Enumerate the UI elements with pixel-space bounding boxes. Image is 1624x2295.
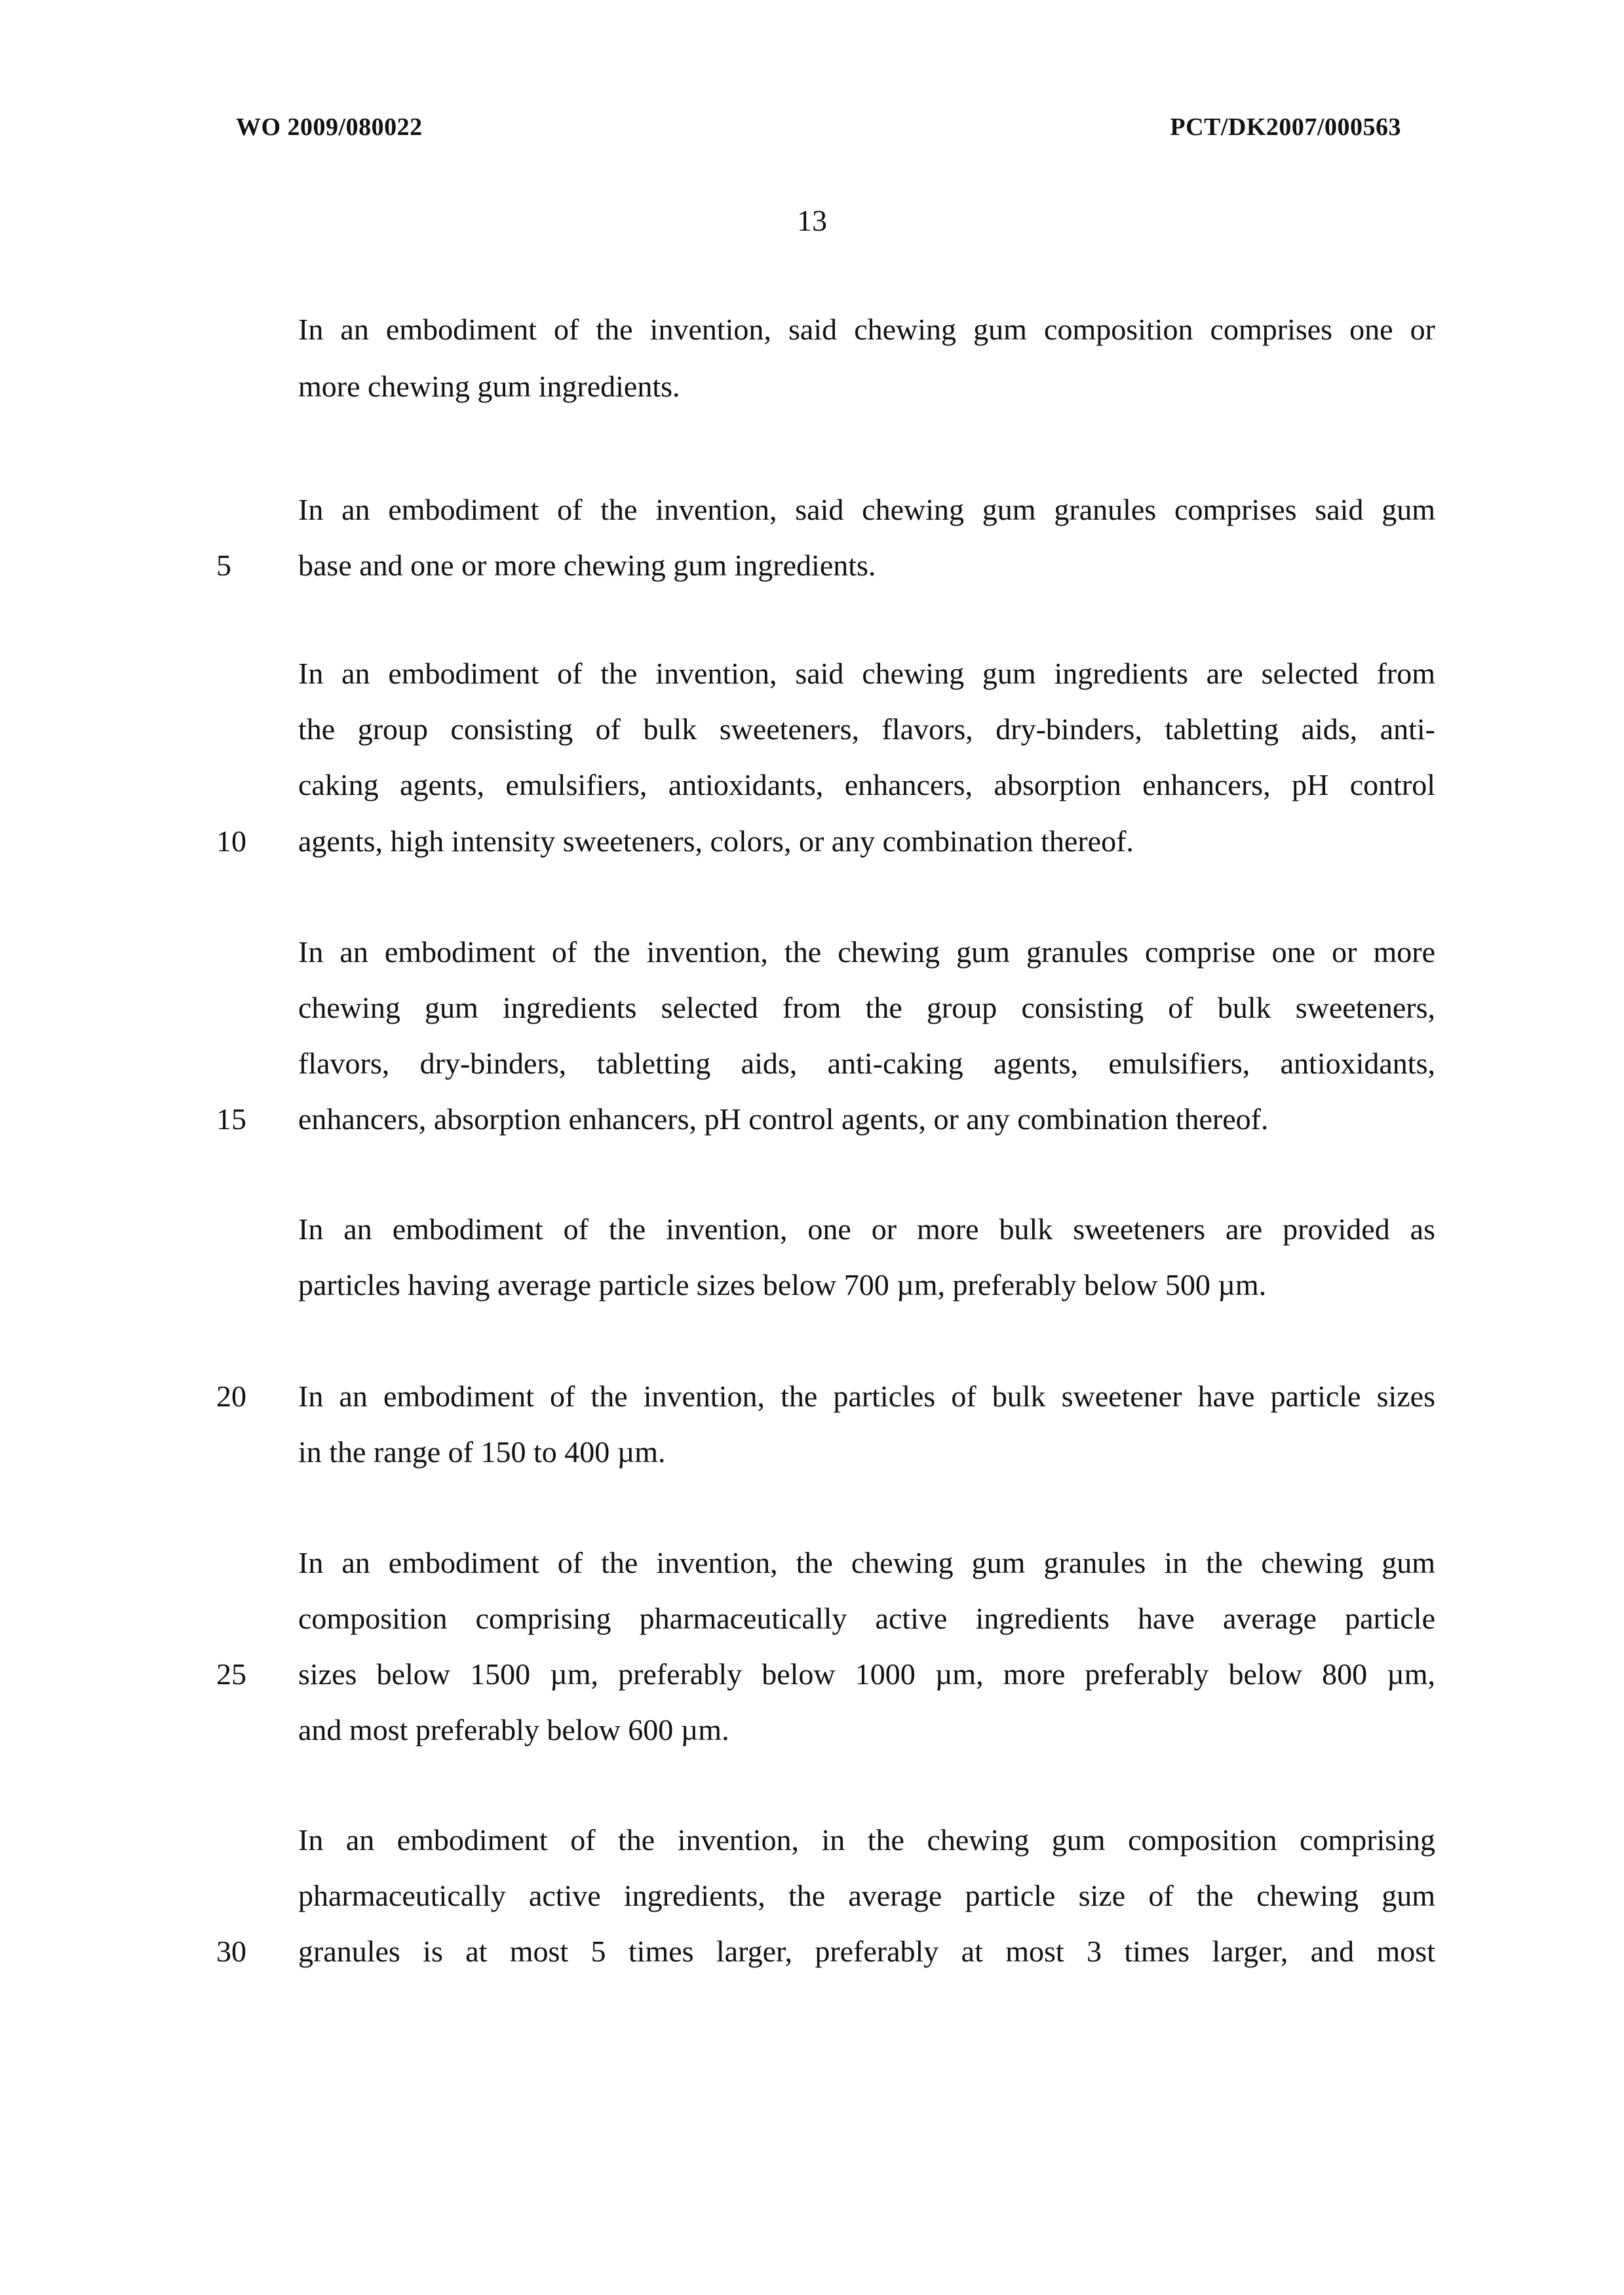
text-line: In an embodiment of the invention, said chewing gum ingredients are selected from (298, 657, 1435, 690)
text-line: flavors, dry-binders, tabletting aids, anti-caking agents, emulsifiers, antioxidants, (298, 1047, 1435, 1080)
text-line: In an embodiment of the invention, the chewing gum granules comprise one or more (298, 935, 1435, 969)
line-number: 10 (216, 824, 246, 858)
text-line: pharmaceutically active ingredients, the average particle size of the chewing gum (298, 1879, 1435, 1912)
text-line: agents, high intensity sweeteners, colors, or any combination thereof. (298, 824, 1134, 858)
text-line: the group consisting of bulk sweeteners, flavors, dry-binders, tabletting aids, anti- (298, 712, 1435, 746)
text-line: composition comprising pharmaceutically active ingredients have average particle (298, 1602, 1435, 1635)
text-line: granules is at most 5 times larger, preferably at most 3 times larger, and most (298, 1935, 1435, 1968)
text-line: In an embodiment of the invention, the particles of bulk sweetener have particle sizes (298, 1379, 1435, 1413)
line-number: 30 (216, 1935, 246, 1968)
line-number: 5 (216, 549, 231, 582)
application-number: PCT/DK2007/000563 (1170, 113, 1401, 141)
text-line: particles having average particle sizes below 700 µm, preferably below 500 µm. (298, 1268, 1267, 1302)
text-line: and most preferably below 600 µm. (298, 1713, 729, 1746)
text-line: In an embodiment of the invention, said chewing gum granules comprises said gum (298, 493, 1435, 526)
text-line: enhancers, absorption enhancers, pH control agents, or any combination thereof. (298, 1102, 1269, 1136)
text-line: In an embodiment of the invention, the chewing gum granules in the chewing gum (298, 1546, 1435, 1579)
text-line: In an embodiment of the invention, in the chewing gum composition comprising (298, 1823, 1435, 1857)
text-line: chewing gum ingredients selected from the group consisting of bulk sweeteners, (298, 991, 1435, 1024)
text-line: in the range of 150 to 400 µm. (298, 1435, 666, 1469)
text-line: more chewing gum ingredients. (298, 370, 680, 403)
text-line: In an embodiment of the invention, said chewing gum composition comprises one or (298, 313, 1435, 346)
line-number: 25 (216, 1657, 246, 1691)
publication-number: WO 2009/080022 (236, 113, 423, 141)
text-line: base and one or more chewing gum ingredients. (298, 549, 876, 582)
line-number: 15 (216, 1102, 246, 1136)
text-line: In an embodiment of the invention, one or more bulk sweeteners are provided as (298, 1212, 1435, 1246)
page-number: 13 (797, 204, 827, 237)
text-line: sizes below 1500 µm, preferably below 1000 µm, more preferably below 800 µm, (298, 1657, 1435, 1691)
text-line: caking agents, emulsifiers, antioxidants, enhancers, absorption enhancers, pH control (298, 768, 1435, 801)
line-number: 20 (216, 1379, 246, 1413)
